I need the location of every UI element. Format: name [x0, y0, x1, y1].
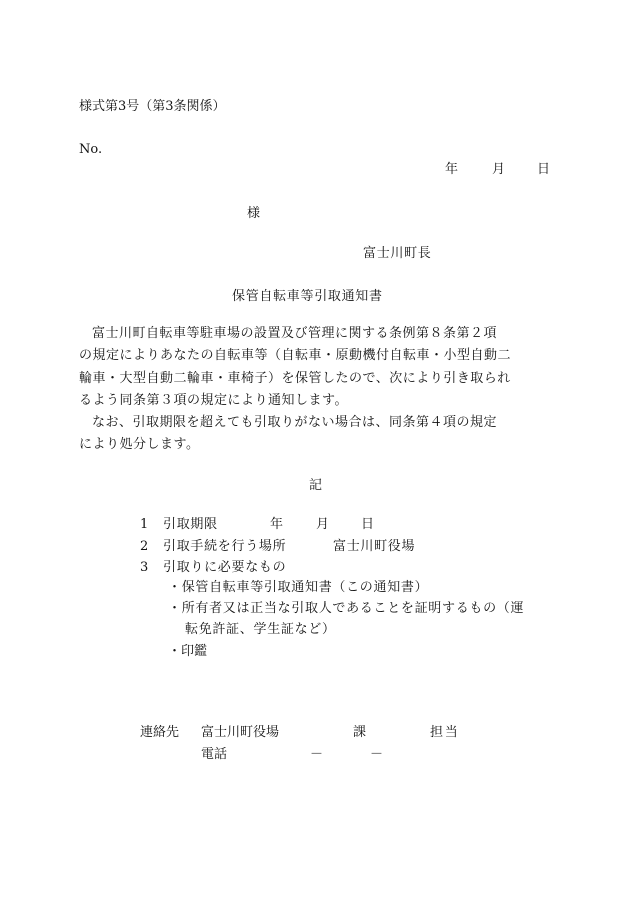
item-2-label: 引取手続を行う場所: [163, 539, 287, 554]
item-3-label: 引取りに必要なもの: [163, 560, 287, 575]
contact-phone-label: 電話: [201, 747, 228, 762]
item-1-number: 1: [140, 517, 149, 532]
document-title: 保管自転車等引取通知書: [232, 289, 383, 304]
date-day: 日: [537, 162, 551, 177]
item-1-month: 月: [316, 517, 330, 532]
contact-person: 担当: [430, 725, 460, 740]
form-number: 様式第3号（第3条関係）: [79, 99, 226, 114]
contact-section: 課: [353, 725, 367, 740]
addressee-suffix: 様: [247, 206, 261, 221]
body-line: なお、引取期限を超えても引取りがない場合は、同条第４項の規定: [92, 415, 498, 430]
item-1-day: 日: [361, 517, 375, 532]
date-year: 年: [445, 162, 459, 177]
body-line: 富士川町自転車等駐車場の設置及び管理に関する条例第８条第２項: [92, 326, 498, 341]
contact-label: 連絡先: [140, 725, 180, 740]
item-2-value: 富士川町役場: [333, 539, 416, 554]
body-line: の規定によりあなたの自転車等（自転車・原動機付自転車・小型自動二: [79, 348, 512, 363]
body-line: るよう同条第３項の規定により通知します。: [79, 393, 348, 408]
item-3-bullet: ・保管自転車等引取通知書（この通知書）: [168, 580, 429, 595]
ki-heading: 記: [309, 478, 323, 493]
body-line: により処分します。: [79, 437, 200, 452]
item-2-number: 2: [140, 539, 149, 554]
item-3-bullet-continuation: 転免許証、学生証など）: [185, 622, 336, 637]
item-3-number: 3: [140, 560, 149, 575]
body-line: 輪車・大型自動二輪車・車椅子）を保管したので、次により引き取られ: [79, 371, 511, 386]
item-1-year: 年: [270, 517, 284, 532]
item-1-label: 引取期限: [163, 517, 218, 532]
date-month: 月: [492, 162, 506, 177]
item-3-bullet: ・印鑑: [168, 644, 208, 659]
contact-phone-dash-2: －: [370, 747, 384, 762]
document-number-label: No.: [79, 142, 103, 157]
contact-office: 富士川町役場: [201, 725, 280, 740]
issuer: 富士川町長: [363, 246, 432, 261]
item-3-bullet: ・所有者又は正当な引取人であることを証明するもの（運: [168, 601, 525, 616]
contact-phone-dash-1: －: [310, 747, 324, 762]
